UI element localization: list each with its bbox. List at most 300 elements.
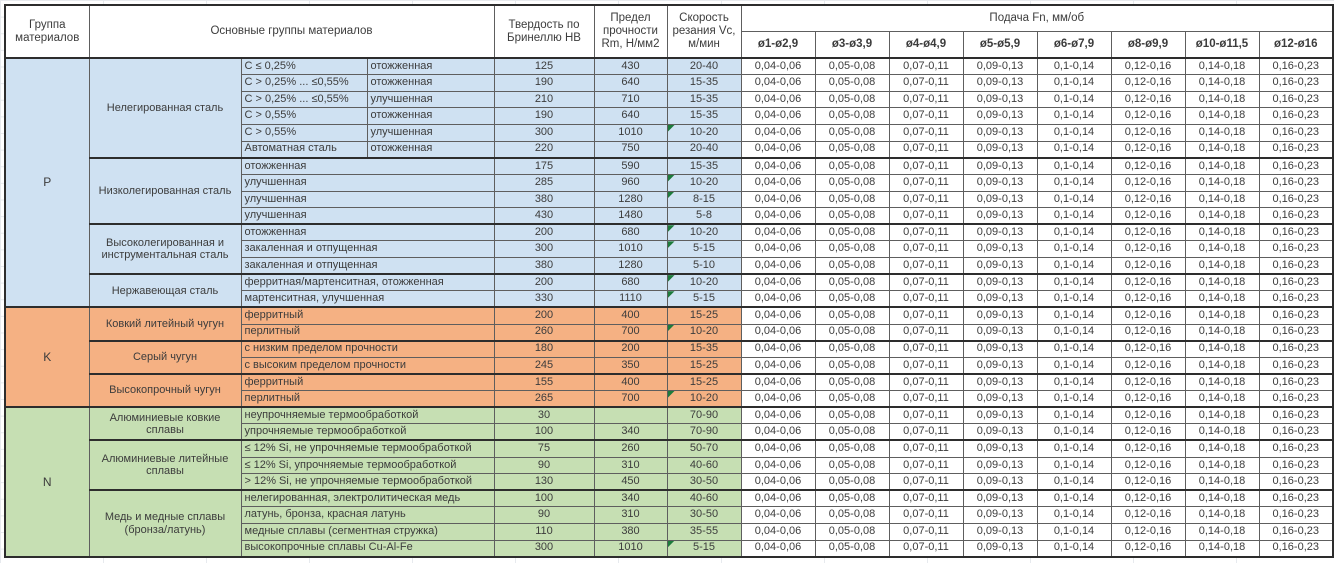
cell-strength[interactable] xyxy=(594,474,667,491)
cell-detail[interactable] xyxy=(241,457,494,474)
cell-feed[interactable] xyxy=(963,341,1037,358)
cell-feed[interactable] xyxy=(1185,58,1259,75)
cell-feed[interactable] xyxy=(889,391,963,408)
cell-feed[interactable] xyxy=(815,524,889,541)
cell-feed[interactable] xyxy=(815,407,889,424)
cell-hardness[interactable] xyxy=(494,474,594,491)
cell-feed[interactable] xyxy=(1037,457,1111,474)
cell-feed[interactable] xyxy=(963,391,1037,408)
cell-strength[interactable] xyxy=(594,507,667,524)
cell-feed[interactable] xyxy=(1259,341,1333,358)
cell-detail[interactable] xyxy=(241,141,367,158)
cell-detail[interactable] xyxy=(241,174,494,191)
cell-feed[interactable] xyxy=(889,474,963,491)
cell-feed[interactable] xyxy=(1259,58,1333,75)
cell-feed[interactable] xyxy=(1185,91,1259,108)
cell-feed[interactable] xyxy=(1111,125,1185,142)
cell-feed[interactable] xyxy=(1259,391,1333,408)
cell-feed[interactable] xyxy=(963,524,1037,541)
cell-strength[interactable] xyxy=(594,457,667,474)
cell-feed[interactable] xyxy=(1185,457,1259,474)
cell-feed[interactable] xyxy=(1185,540,1259,557)
cell-detail[interactable] xyxy=(241,291,494,308)
cell-feed[interactable] xyxy=(1259,440,1333,457)
cell-feed[interactable] xyxy=(889,258,963,275)
cell-feed[interactable] xyxy=(1111,457,1185,474)
cell-feed[interactable] xyxy=(741,424,815,441)
cell-feed[interactable] xyxy=(889,224,963,241)
cell-feed[interactable] xyxy=(1259,274,1333,291)
cell-feed[interactable] xyxy=(963,490,1037,507)
cell-feed[interactable] xyxy=(815,75,889,92)
cell-speed[interactable] xyxy=(667,291,741,308)
cell-feed[interactable] xyxy=(889,307,963,324)
cell-feed[interactable] xyxy=(815,490,889,507)
cell-feed[interactable] xyxy=(1259,374,1333,391)
cell-detail[interactable] xyxy=(241,91,367,108)
cell-hardness[interactable] xyxy=(494,125,594,142)
cell-feed[interactable] xyxy=(889,424,963,441)
cell-feed[interactable] xyxy=(741,357,815,374)
cell-strength[interactable] xyxy=(594,341,667,358)
cell-feed[interactable] xyxy=(741,440,815,457)
cell-feed[interactable] xyxy=(963,424,1037,441)
cell-strength[interactable] xyxy=(594,91,667,108)
cell-feed[interactable] xyxy=(815,174,889,191)
cell-group-code[interactable] xyxy=(5,307,89,407)
cell-feed[interactable] xyxy=(741,474,815,491)
cell-feed[interactable] xyxy=(741,125,815,142)
cell-feed[interactable] xyxy=(741,191,815,208)
cell-speed[interactable] xyxy=(667,374,741,391)
cell-feed[interactable] xyxy=(1185,241,1259,258)
header-diameter[interactable]: ø8-ø9,9 xyxy=(1111,31,1185,58)
cell-feed[interactable] xyxy=(1185,524,1259,541)
header-diameter[interactable]: ø12-ø16 xyxy=(1259,31,1333,58)
cell-feed[interactable] xyxy=(1111,208,1185,225)
cell-feed[interactable] xyxy=(889,490,963,507)
header-diameter[interactable]: ø1-ø2,9 xyxy=(741,31,815,58)
cell-detail[interactable] xyxy=(241,125,367,142)
cell-speed[interactable] xyxy=(667,524,741,541)
cell-strength[interactable] xyxy=(594,141,667,158)
cell-feed[interactable] xyxy=(1185,357,1259,374)
cell-feed[interactable] xyxy=(741,324,815,341)
cell-hardness[interactable] xyxy=(494,108,594,125)
cell-feed[interactable] xyxy=(963,457,1037,474)
cell-feed[interactable] xyxy=(815,108,889,125)
cell-feed[interactable] xyxy=(1259,125,1333,142)
cell-feed[interactable] xyxy=(741,391,815,408)
cell-hardness[interactable] xyxy=(494,274,594,291)
cell-feed[interactable] xyxy=(1185,125,1259,142)
cell-strength[interactable] xyxy=(594,524,667,541)
cell-speed[interactable] xyxy=(667,507,741,524)
cell-subgroup-name[interactable] xyxy=(89,440,241,490)
cell-feed[interactable] xyxy=(1111,424,1185,441)
cell-feed[interactable] xyxy=(889,75,963,92)
cell-hardness[interactable] xyxy=(494,141,594,158)
cell-hardness[interactable] xyxy=(494,374,594,391)
cell-strength[interactable] xyxy=(594,241,667,258)
cell-feed[interactable] xyxy=(1037,490,1111,507)
cell-feed[interactable] xyxy=(741,507,815,524)
cell-strength[interactable] xyxy=(594,391,667,408)
cell-feed[interactable] xyxy=(1037,158,1111,175)
cell-feed[interactable] xyxy=(889,341,963,358)
cell-feed[interactable] xyxy=(1037,208,1111,225)
cell-feed[interactable] xyxy=(1037,274,1111,291)
cell-hardness[interactable] xyxy=(494,424,594,441)
cell-speed[interactable] xyxy=(667,141,741,158)
cell-feed[interactable] xyxy=(963,324,1037,341)
cell-feed[interactable] xyxy=(1185,291,1259,308)
cell-feed[interactable] xyxy=(963,440,1037,457)
cell-feed[interactable] xyxy=(1259,524,1333,541)
cell-feed[interactable] xyxy=(1185,258,1259,275)
cell-hardness[interactable] xyxy=(494,208,594,225)
cell-feed[interactable] xyxy=(963,274,1037,291)
cell-feed[interactable] xyxy=(1111,191,1185,208)
cell-feed[interactable] xyxy=(1111,407,1185,424)
cell-strength[interactable] xyxy=(594,291,667,308)
cell-feed[interactable] xyxy=(1037,191,1111,208)
cell-feed[interactable] xyxy=(963,108,1037,125)
cell-feed[interactable] xyxy=(1037,474,1111,491)
cell-feed[interactable] xyxy=(1037,174,1111,191)
cell-feed[interactable] xyxy=(815,158,889,175)
cell-hardness[interactable] xyxy=(494,241,594,258)
cell-feed[interactable] xyxy=(741,274,815,291)
cell-subgroup-name[interactable] xyxy=(89,158,241,225)
cell-feed[interactable] xyxy=(815,274,889,291)
cell-detail[interactable] xyxy=(241,507,494,524)
cell-feed[interactable] xyxy=(1259,224,1333,241)
cell-detail[interactable] xyxy=(241,474,494,491)
cell-strength[interactable] xyxy=(594,324,667,341)
cell-feed[interactable] xyxy=(1185,490,1259,507)
cell-feed[interactable] xyxy=(963,125,1037,142)
cell-feed[interactable] xyxy=(741,75,815,92)
cell-feed[interactable] xyxy=(889,174,963,191)
cell-hardness[interactable] xyxy=(494,91,594,108)
cell-feed[interactable] xyxy=(815,540,889,557)
cell-subgroup-name[interactable] xyxy=(89,274,241,307)
cell-feed[interactable] xyxy=(889,141,963,158)
cell-state[interactable] xyxy=(367,125,494,142)
cell-feed[interactable] xyxy=(1037,58,1111,75)
cell-detail[interactable] xyxy=(241,258,494,275)
header-strength[interactable]: Предел прочности Rm, Н/мм2 xyxy=(594,5,667,58)
cell-feed[interactable] xyxy=(1037,391,1111,408)
cell-speed[interactable] xyxy=(667,241,741,258)
cell-feed[interactable] xyxy=(741,490,815,507)
cell-feed[interactable] xyxy=(889,440,963,457)
cell-feed[interactable] xyxy=(741,108,815,125)
cell-feed[interactable] xyxy=(889,524,963,541)
cell-feed[interactable] xyxy=(963,158,1037,175)
cell-detail[interactable] xyxy=(241,241,494,258)
header-speed[interactable]: Скорость резания Vc, м/мин xyxy=(667,5,741,58)
cell-subgroup-name[interactable] xyxy=(89,341,241,374)
cell-feed[interactable] xyxy=(1037,424,1111,441)
cell-feed[interactable] xyxy=(1037,507,1111,524)
cell-speed[interactable] xyxy=(667,108,741,125)
cell-feed[interactable] xyxy=(889,374,963,391)
cell-detail[interactable] xyxy=(241,224,494,241)
cell-group-code[interactable] xyxy=(5,58,89,307)
cell-feed[interactable] xyxy=(741,341,815,358)
cell-feed[interactable] xyxy=(1037,224,1111,241)
cell-subgroup-name[interactable] xyxy=(89,374,241,407)
cell-feed[interactable] xyxy=(1259,357,1333,374)
cell-feed[interactable] xyxy=(963,141,1037,158)
cell-feed[interactable] xyxy=(889,191,963,208)
cell-state[interactable] xyxy=(367,75,494,92)
cell-detail[interactable] xyxy=(241,58,367,75)
cell-feed[interactable] xyxy=(1111,474,1185,491)
cell-feed[interactable] xyxy=(889,125,963,142)
cell-hardness[interactable] xyxy=(494,357,594,374)
cell-state[interactable] xyxy=(367,108,494,125)
cell-feed[interactable] xyxy=(1037,291,1111,308)
cell-strength[interactable] xyxy=(594,208,667,225)
cell-feed[interactable] xyxy=(1185,158,1259,175)
cell-feed[interactable] xyxy=(1111,108,1185,125)
cell-feed[interactable] xyxy=(815,357,889,374)
cell-feed[interactable] xyxy=(1259,108,1333,125)
cell-state[interactable] xyxy=(367,91,494,108)
cell-feed[interactable] xyxy=(1185,341,1259,358)
cell-feed[interactable] xyxy=(889,291,963,308)
cell-feed[interactable] xyxy=(1259,258,1333,275)
cell-feed[interactable] xyxy=(1259,424,1333,441)
cell-feed[interactable] xyxy=(1111,174,1185,191)
cell-feed[interactable] xyxy=(741,141,815,158)
cell-feed[interactable] xyxy=(1111,357,1185,374)
cell-feed[interactable] xyxy=(1259,474,1333,491)
cell-feed[interactable] xyxy=(1111,258,1185,275)
cell-detail[interactable] xyxy=(241,440,494,457)
cell-detail[interactable] xyxy=(241,191,494,208)
cell-feed[interactable] xyxy=(963,474,1037,491)
cell-feed[interactable] xyxy=(815,58,889,75)
cell-feed[interactable] xyxy=(963,307,1037,324)
cell-feed[interactable] xyxy=(889,407,963,424)
cell-feed[interactable] xyxy=(1037,141,1111,158)
cell-feed[interactable] xyxy=(1185,424,1259,441)
cell-hardness[interactable] xyxy=(494,391,594,408)
cell-hardness[interactable] xyxy=(494,324,594,341)
cell-feed[interactable] xyxy=(741,91,815,108)
cell-feed[interactable] xyxy=(815,258,889,275)
cell-speed[interactable] xyxy=(667,258,741,275)
cell-feed[interactable] xyxy=(1111,75,1185,92)
cell-feed[interactable] xyxy=(1111,307,1185,324)
header-main-groups[interactable]: Основные группы материалов xyxy=(89,5,494,58)
header-material-group[interactable]: Группа материалов xyxy=(5,5,89,58)
cell-detail[interactable] xyxy=(241,341,494,358)
cell-detail[interactable] xyxy=(241,490,494,507)
cell-subgroup-name[interactable] xyxy=(89,490,241,557)
cell-feed[interactable] xyxy=(815,457,889,474)
cell-feed[interactable] xyxy=(1037,324,1111,341)
cell-speed[interactable] xyxy=(667,191,741,208)
cell-feed[interactable] xyxy=(815,241,889,258)
cell-strength[interactable] xyxy=(594,191,667,208)
cell-feed[interactable] xyxy=(741,457,815,474)
cell-feed[interactable] xyxy=(815,141,889,158)
cell-hardness[interactable] xyxy=(494,191,594,208)
cell-speed[interactable] xyxy=(667,440,741,457)
cell-speed[interactable] xyxy=(667,341,741,358)
cell-feed[interactable] xyxy=(1185,141,1259,158)
cell-feed[interactable] xyxy=(1259,191,1333,208)
cell-feed[interactable] xyxy=(741,158,815,175)
cell-feed[interactable] xyxy=(815,208,889,225)
cell-feed[interactable] xyxy=(1259,407,1333,424)
cell-detail[interactable] xyxy=(241,274,494,291)
cell-feed[interactable] xyxy=(1259,457,1333,474)
cell-hardness[interactable] xyxy=(494,457,594,474)
cell-detail[interactable] xyxy=(241,540,494,557)
cell-detail[interactable] xyxy=(241,391,494,408)
cell-feed[interactable] xyxy=(741,540,815,557)
cell-feed[interactable] xyxy=(1185,208,1259,225)
cell-feed[interactable] xyxy=(1111,507,1185,524)
cell-feed[interactable] xyxy=(1111,524,1185,541)
cell-feed[interactable] xyxy=(1111,141,1185,158)
cell-feed[interactable] xyxy=(1185,75,1259,92)
cell-feed[interactable] xyxy=(1111,241,1185,258)
cell-feed[interactable] xyxy=(889,158,963,175)
cell-detail[interactable] xyxy=(241,208,494,225)
cell-strength[interactable] xyxy=(594,374,667,391)
cell-speed[interactable] xyxy=(667,91,741,108)
cell-feed[interactable] xyxy=(889,274,963,291)
header-diameter[interactable]: ø3-ø3,9 xyxy=(815,31,889,58)
cell-strength[interactable] xyxy=(594,540,667,557)
cell-feed[interactable] xyxy=(1259,141,1333,158)
cell-feed[interactable] xyxy=(741,208,815,225)
cell-feed[interactable] xyxy=(1111,224,1185,241)
cell-feed[interactable] xyxy=(963,75,1037,92)
cell-hardness[interactable] xyxy=(494,524,594,541)
cell-speed[interactable] xyxy=(667,58,741,75)
cell-speed[interactable] xyxy=(667,75,741,92)
cell-subgroup-name[interactable] xyxy=(89,307,241,340)
cell-feed[interactable] xyxy=(963,507,1037,524)
cell-hardness[interactable] xyxy=(494,440,594,457)
cell-subgroup-name[interactable] xyxy=(89,224,241,274)
cell-feed[interactable] xyxy=(815,440,889,457)
cell-feed[interactable] xyxy=(1111,158,1185,175)
cell-strength[interactable] xyxy=(594,357,667,374)
cell-speed[interactable] xyxy=(667,174,741,191)
header-hardness[interactable]: Твердость по Бринеллю HB xyxy=(494,5,594,58)
cell-feed[interactable] xyxy=(741,524,815,541)
cell-feed[interactable] xyxy=(815,374,889,391)
cell-speed[interactable] xyxy=(667,474,741,491)
cell-feed[interactable] xyxy=(815,125,889,142)
cell-feed[interactable] xyxy=(815,341,889,358)
cell-speed[interactable] xyxy=(667,125,741,142)
cell-feed[interactable] xyxy=(963,540,1037,557)
cell-feed[interactable] xyxy=(1111,540,1185,557)
cell-feed[interactable] xyxy=(1037,540,1111,557)
cell-detail[interactable] xyxy=(241,75,367,92)
cell-feed[interactable] xyxy=(1111,58,1185,75)
cell-hardness[interactable] xyxy=(494,174,594,191)
cell-feed[interactable] xyxy=(963,224,1037,241)
cell-feed[interactable] xyxy=(889,108,963,125)
cell-feed[interactable] xyxy=(815,291,889,308)
cell-strength[interactable] xyxy=(594,174,667,191)
cell-speed[interactable] xyxy=(667,457,741,474)
cell-feed[interactable] xyxy=(1037,407,1111,424)
cell-speed[interactable] xyxy=(667,391,741,408)
cell-feed[interactable] xyxy=(963,208,1037,225)
cell-feed[interactable] xyxy=(963,191,1037,208)
cell-feed[interactable] xyxy=(1111,291,1185,308)
cell-feed[interactable] xyxy=(815,307,889,324)
cell-speed[interactable] xyxy=(667,357,741,374)
cell-strength[interactable] xyxy=(594,58,667,75)
cell-strength[interactable] xyxy=(594,490,667,507)
cell-state[interactable] xyxy=(367,58,494,75)
cell-feed[interactable] xyxy=(1185,374,1259,391)
cell-strength[interactable] xyxy=(594,125,667,142)
cell-feed[interactable] xyxy=(1037,357,1111,374)
cell-strength[interactable] xyxy=(594,258,667,275)
cell-feed[interactable] xyxy=(1037,374,1111,391)
cell-hardness[interactable] xyxy=(494,407,594,424)
cell-feed[interactable] xyxy=(1185,224,1259,241)
cell-speed[interactable] xyxy=(667,208,741,225)
header-diameter[interactable]: ø10-ø11,5 xyxy=(1185,31,1259,58)
cell-feed[interactable] xyxy=(1185,440,1259,457)
cell-feed[interactable] xyxy=(889,357,963,374)
cell-feed[interactable] xyxy=(741,58,815,75)
header-diameter[interactable]: ø6-ø7,9 xyxy=(1037,31,1111,58)
cell-feed[interactable] xyxy=(1037,241,1111,258)
cell-feed[interactable] xyxy=(1037,307,1111,324)
cell-hardness[interactable] xyxy=(494,307,594,324)
cell-feed[interactable] xyxy=(741,307,815,324)
cell-feed[interactable] xyxy=(963,174,1037,191)
cell-feed[interactable] xyxy=(741,241,815,258)
cell-hardness[interactable] xyxy=(494,75,594,92)
cell-feed[interactable] xyxy=(1111,490,1185,507)
cell-feed[interactable] xyxy=(1259,540,1333,557)
cell-group-code[interactable] xyxy=(5,407,89,557)
cell-feed[interactable] xyxy=(1185,108,1259,125)
cell-speed[interactable] xyxy=(667,307,741,324)
cell-detail[interactable] xyxy=(241,158,494,175)
cell-feed[interactable] xyxy=(1037,524,1111,541)
cell-feed[interactable] xyxy=(1259,324,1333,341)
cell-feed[interactable] xyxy=(741,374,815,391)
cell-strength[interactable] xyxy=(594,224,667,241)
cell-feed[interactable] xyxy=(889,540,963,557)
cell-feed[interactable] xyxy=(1037,108,1111,125)
cell-feed[interactable] xyxy=(1185,391,1259,408)
cell-feed[interactable] xyxy=(889,457,963,474)
cell-feed[interactable] xyxy=(1185,174,1259,191)
cell-feed[interactable] xyxy=(741,258,815,275)
cell-feed[interactable] xyxy=(1111,391,1185,408)
cell-feed[interactable] xyxy=(1111,324,1185,341)
